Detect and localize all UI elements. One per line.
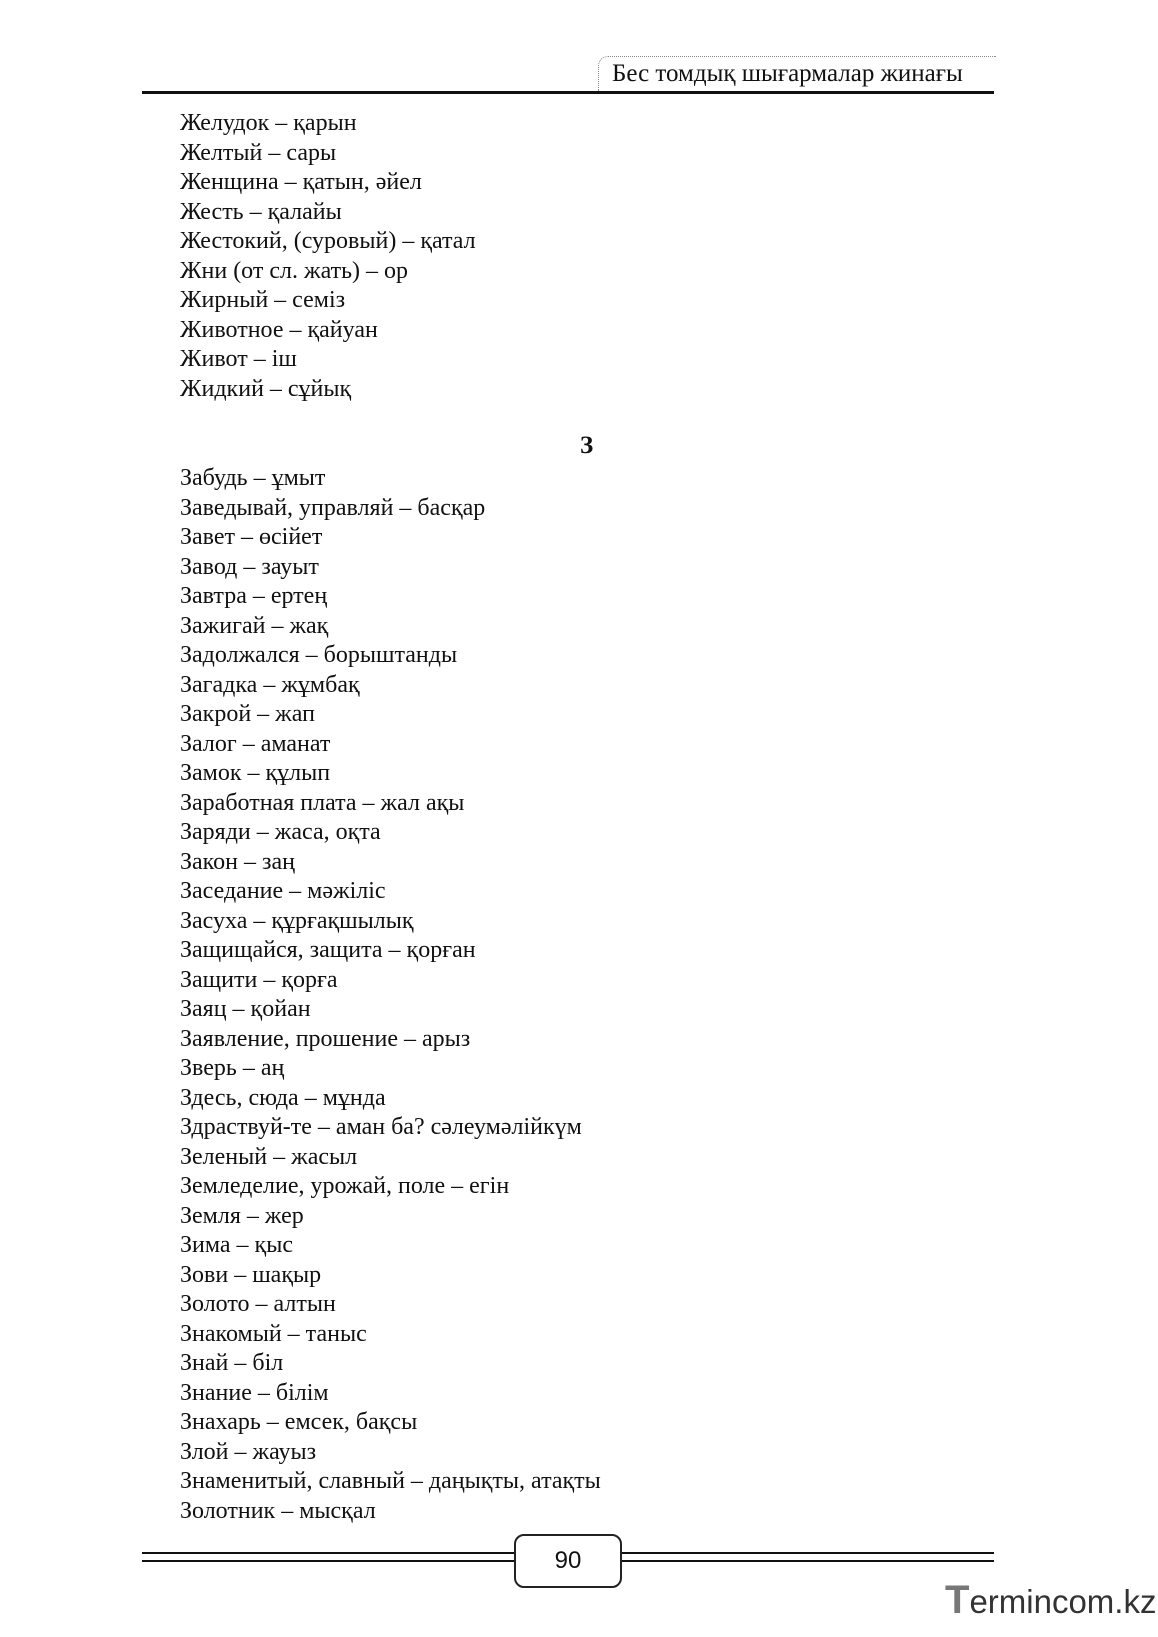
section-heading: З bbox=[580, 432, 594, 459]
glossary-entry: Заседание – мәжіліс bbox=[180, 878, 386, 904]
glossary-entry: Завод – зауыт bbox=[180, 553, 319, 580]
glossary-entry: Злой – жауыз bbox=[180, 1438, 317, 1465]
glossary-entry: Жирный – семіз bbox=[180, 287, 346, 313]
glossary-entry: Заведывай, управляй – басқар bbox=[180, 494, 486, 521]
header-rule bbox=[142, 91, 994, 94]
watermark-logo-initial: T bbox=[945, 1578, 970, 1622]
glossary-entry: Завтра – ертең bbox=[180, 583, 328, 609]
glossary-entry: Знакомый – таныс bbox=[180, 1320, 367, 1347]
footer-rule-right-bottom bbox=[620, 1560, 994, 1562]
glossary-list-zh bbox=[180, 109, 980, 404]
running-header: Бес томдық шығармалар жинағы bbox=[612, 60, 963, 87]
glossary-entry: Засуха – құрғақшылық bbox=[180, 907, 414, 934]
footer-rule-left-top bbox=[142, 1552, 514, 1554]
glossary-entry: Женщина – қатын, әйел bbox=[180, 169, 422, 195]
glossary-entry: Жни (от сл. жать) – ор bbox=[180, 257, 409, 284]
glossary-entry: Здраствуй-те – аман ба? сәлеумәлійкүм bbox=[180, 1114, 582, 1140]
watermark-logo bbox=[945, 1578, 1156, 1623]
glossary-entry: Забудь – ұмыт bbox=[180, 465, 326, 491]
glossary-entry: Зеленый – жасыл bbox=[180, 1143, 358, 1170]
glossary-entry: Заяц – қойан bbox=[180, 996, 311, 1022]
glossary-entry: Знай – біл bbox=[180, 1350, 284, 1376]
footer-rule-left-bottom bbox=[142, 1560, 514, 1562]
glossary-entry: Жесть – қалайы bbox=[180, 198, 342, 225]
glossary-entry: Закрой – жап bbox=[180, 701, 315, 727]
glossary-entry: Желудок – қарын bbox=[180, 110, 357, 136]
glossary-entry: Защити – қорға bbox=[180, 966, 338, 993]
glossary-entry: Животное – қайуан bbox=[180, 316, 378, 343]
glossary-entry: Зверь – аң bbox=[180, 1055, 285, 1081]
glossary-entry: Зима – қыс bbox=[180, 1232, 293, 1258]
glossary-entry: Жидкий – сұйық bbox=[180, 375, 352, 402]
glossary-entry: Заявление, прошение – арыз bbox=[180, 1025, 471, 1052]
glossary-entry: Знание – білім bbox=[180, 1379, 329, 1406]
glossary-entry: Завет – өсійет bbox=[180, 524, 323, 550]
glossary-entry: Знаменитый, славный – даңықты, атақты bbox=[180, 1468, 601, 1494]
glossary-entry: Заработная плата – жал ақы bbox=[180, 789, 465, 816]
glossary-entry: Земля – жер bbox=[180, 1202, 304, 1229]
glossary-entry: Защищайся, защита – қорған bbox=[180, 937, 476, 963]
footer-rule-right-top bbox=[620, 1552, 994, 1554]
glossary-entry: Здесь, сюда – мұнда bbox=[180, 1084, 386, 1111]
glossary-entry: Зови – шақыр bbox=[180, 1261, 322, 1288]
glossary-entry: Жестокий, (суровый) – қатал bbox=[180, 228, 476, 254]
glossary-entry: Зажигай – жақ bbox=[180, 612, 329, 639]
glossary-entry: Земледелие, урожай, поле – егін bbox=[180, 1173, 510, 1199]
glossary-entry: Замок – құлып bbox=[180, 760, 331, 786]
watermark-logo-text: ermincom.kz bbox=[969, 1583, 1157, 1620]
glossary-entry: Закон – заң bbox=[180, 848, 295, 875]
glossary-list-z bbox=[180, 464, 980, 1526]
glossary-entry: Знахарь – емсек, бақсы bbox=[180, 1409, 418, 1435]
glossary-entry: Золото – алтын bbox=[180, 1291, 336, 1317]
glossary-entry: Золотник – мысқал bbox=[180, 1497, 376, 1524]
glossary-entry: Желтый – сары bbox=[180, 139, 337, 166]
glossary-entry: Заряди – жаса, оқта bbox=[180, 819, 381, 845]
page-number: 90 bbox=[514, 1534, 622, 1588]
glossary-entry: Задолжался – борыштанды bbox=[180, 642, 458, 668]
glossary-entry: Загадка – жұмбақ bbox=[180, 671, 360, 698]
glossary-entry: Живот – іш bbox=[180, 346, 297, 372]
glossary-entry: Залог – аманат bbox=[180, 730, 331, 757]
